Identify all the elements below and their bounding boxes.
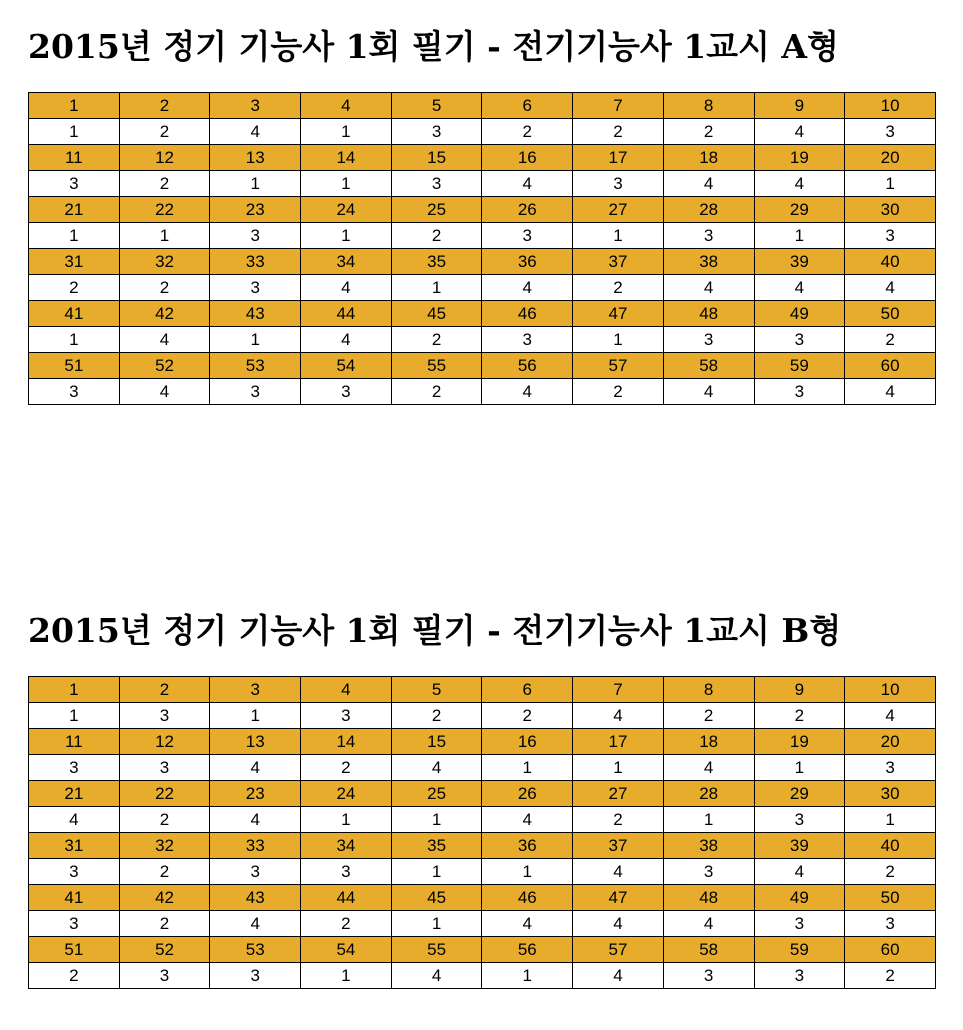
answer-row [29,859,936,885]
answer-cell: 1 [301,171,392,197]
answer-cell: 2 [301,911,392,937]
answer-cell: 4 [663,911,754,937]
answer-cell: 2 [119,911,210,937]
question-number-row [29,93,936,119]
answer-cell: 1 [210,327,301,353]
question-number-cell: 31 [29,249,120,275]
question-number-cell: 26 [482,197,573,223]
question-number-cell: 55 [391,937,482,963]
question-number-row [29,353,936,379]
question-number-cell: 5 [391,677,482,703]
answer-cell: 4 [210,119,301,145]
answer-cell: 2 [573,379,664,405]
question-number-cell: 55 [391,353,482,379]
answer-cell: 3 [119,963,210,989]
answer-cell: 4 [482,807,573,833]
answer-cell: 2 [391,703,482,729]
question-number-cell: 3 [210,93,301,119]
answer-cell: 4 [754,119,845,145]
question-number-cell: 4 [301,677,392,703]
answer-cell: 3 [29,379,120,405]
question-number-cell: 42 [119,301,210,327]
answer-cell: 1 [482,963,573,989]
answer-cell: 4 [845,703,936,729]
answer-cell: 4 [119,379,210,405]
question-number-cell: 10 [845,677,936,703]
question-number-cell: 24 [301,781,392,807]
answer-cell: 2 [663,703,754,729]
answer-cell: 1 [301,223,392,249]
answer-cell: 1 [301,963,392,989]
answer-row [29,171,936,197]
question-number-row [29,729,936,755]
answer-cell: 3 [210,275,301,301]
answer-cell: 3 [754,807,845,833]
question-number-cell: 16 [482,729,573,755]
question-number-cell: 34 [301,249,392,275]
answer-table [28,676,936,989]
answer-row [29,119,936,145]
answer-cell: 3 [210,223,301,249]
question-number-cell: 13 [210,729,301,755]
answer-row [29,963,936,989]
answer-cell: 2 [29,963,120,989]
answer-cell: 2 [301,755,392,781]
question-number-row [29,249,936,275]
question-number-cell: 27 [573,781,664,807]
question-number-row [29,885,936,911]
answer-cell: 1 [29,327,120,353]
section-title: 2015년 정기 기능사 1회 필기 - 전기기능사 1교시 A형 [28,27,839,66]
question-number-cell: 15 [391,145,482,171]
answer-cell: 3 [301,379,392,405]
answer-cell: 2 [754,703,845,729]
answer-cell: 1 [29,703,120,729]
question-number-cell: 49 [754,885,845,911]
answer-cell: 3 [845,223,936,249]
answer-cell: 3 [391,171,482,197]
answer-cell: 3 [29,755,120,781]
question-number-row [29,197,936,223]
question-number-cell: 14 [301,729,392,755]
answer-cell: 2 [391,327,482,353]
question-number-cell: 59 [754,353,845,379]
question-number-row [29,145,936,171]
answer-cell: 4 [663,379,754,405]
question-number-cell: 24 [301,197,392,223]
question-number-cell: 7 [573,93,664,119]
answer-cell: 3 [754,963,845,989]
answer-cell: 3 [573,171,664,197]
question-number-cell: 21 [29,781,120,807]
question-number-cell: 22 [119,781,210,807]
question-number-cell: 56 [482,937,573,963]
question-number-cell: 21 [29,197,120,223]
question-number-cell: 46 [482,885,573,911]
question-number-cell: 60 [845,937,936,963]
answer-cell: 4 [391,755,482,781]
answer-cell: 4 [573,859,664,885]
question-number-cell: 1 [29,93,120,119]
answer-cell: 1 [391,911,482,937]
question-number-row [29,301,936,327]
question-number-cell: 36 [482,833,573,859]
question-number-cell: 7 [573,677,664,703]
answer-cell: 1 [210,171,301,197]
question-number-cell: 19 [754,145,845,171]
answer-cell: 4 [754,171,845,197]
answer-cell: 3 [29,859,120,885]
answer-cell: 1 [29,119,120,145]
answer-cell: 1 [573,755,664,781]
question-number-cell: 48 [663,885,754,911]
answer-cell: 2 [119,807,210,833]
question-number-cell: 43 [210,301,301,327]
answer-cell: 2 [391,379,482,405]
answer-cell: 3 [29,911,120,937]
question-number-cell: 38 [663,833,754,859]
answer-cell: 4 [573,963,664,989]
answer-cell: 4 [210,807,301,833]
question-number-cell: 33 [210,833,301,859]
question-number-cell: 4 [301,93,392,119]
question-number-cell: 18 [663,729,754,755]
answer-row [29,327,936,353]
answer-cell: 4 [482,171,573,197]
section-title: 2015년 정기 기능사 1회 필기 - 전기기능사 1교시 B형 [28,611,842,650]
question-number-cell: 32 [119,249,210,275]
answer-cell: 1 [845,807,936,833]
answer-row [29,379,936,405]
question-number-cell: 52 [119,353,210,379]
answer-cell: 3 [301,859,392,885]
question-number-cell: 6 [482,93,573,119]
question-number-cell: 50 [845,301,936,327]
answer-cell: 2 [119,859,210,885]
answer-cell: 1 [845,171,936,197]
question-number-cell: 5 [391,93,482,119]
question-number-cell: 20 [845,145,936,171]
answer-row [29,223,936,249]
question-number-cell: 39 [754,833,845,859]
question-number-cell: 37 [573,833,664,859]
question-number-cell: 1 [29,677,120,703]
answer-cell: 3 [482,223,573,249]
answer-cell: 4 [210,911,301,937]
answer-cell: 4 [845,379,936,405]
question-number-cell: 14 [301,145,392,171]
answer-cell: 4 [663,171,754,197]
question-number-cell: 53 [210,937,301,963]
answer-cell: 2 [482,703,573,729]
answer-cell: 4 [573,911,664,937]
question-number-cell: 22 [119,197,210,223]
question-number-cell: 36 [482,249,573,275]
question-number-cell: 54 [301,353,392,379]
answer-row [29,703,936,729]
answer-cell: 4 [301,275,392,301]
question-number-cell: 39 [754,249,845,275]
question-number-cell: 12 [119,145,210,171]
question-number-cell: 41 [29,301,120,327]
question-number-cell: 10 [845,93,936,119]
answer-cell: 3 [301,703,392,729]
answer-cell: 1 [301,119,392,145]
answer-cell: 3 [845,911,936,937]
answer-cell: 2 [119,275,210,301]
question-number-cell: 28 [663,197,754,223]
answer-cell: 2 [482,119,573,145]
question-number-cell: 35 [391,833,482,859]
question-number-cell: 50 [845,885,936,911]
answer-cell: 1 [754,755,845,781]
question-number-cell: 12 [119,729,210,755]
answer-cell: 1 [391,275,482,301]
answer-cell: 3 [482,327,573,353]
question-number-cell: 17 [573,729,664,755]
answer-cell: 3 [663,859,754,885]
question-number-cell: 27 [573,197,664,223]
answer-cell: 3 [845,119,936,145]
question-number-cell: 2 [119,677,210,703]
question-number-cell: 15 [391,729,482,755]
question-number-cell: 26 [482,781,573,807]
question-number-cell: 56 [482,353,573,379]
answer-cell: 4 [482,379,573,405]
answer-cell: 1 [210,703,301,729]
answer-cell: 4 [663,755,754,781]
answer-cell: 4 [391,963,482,989]
question-number-cell: 29 [754,781,845,807]
question-number-cell: 19 [754,729,845,755]
question-number-cell: 51 [29,353,120,379]
answer-cell: 3 [210,859,301,885]
question-number-cell: 23 [210,197,301,223]
question-number-cell: 60 [845,353,936,379]
answer-key-section-b [28,606,936,985]
answer-cell: 1 [119,223,210,249]
answer-cell: 1 [29,223,120,249]
question-number-cell: 49 [754,301,845,327]
question-number-cell: 34 [301,833,392,859]
question-number-cell: 45 [391,885,482,911]
answer-cell: 2 [573,275,664,301]
answer-cell: 4 [754,859,845,885]
answer-cell: 3 [663,963,754,989]
answer-cell: 1 [391,807,482,833]
answer-cell: 3 [663,223,754,249]
question-number-cell: 8 [663,677,754,703]
answer-cell: 3 [119,755,210,781]
question-number-cell: 30 [845,197,936,223]
answer-cell: 4 [482,911,573,937]
answer-cell: 3 [119,703,210,729]
question-number-cell: 32 [119,833,210,859]
answer-cell: 2 [391,223,482,249]
answer-cell: 1 [573,327,664,353]
answer-cell: 2 [119,119,210,145]
answer-cell: 3 [29,171,120,197]
question-number-cell: 45 [391,301,482,327]
answer-cell: 1 [391,859,482,885]
question-number-cell: 6 [482,677,573,703]
answer-cell: 4 [301,327,392,353]
question-number-cell: 48 [663,301,754,327]
answer-row [29,275,936,301]
question-number-cell: 41 [29,885,120,911]
question-number-cell: 44 [301,301,392,327]
answer-cell: 2 [663,119,754,145]
answer-cell: 4 [754,275,845,301]
answer-cell: 1 [482,859,573,885]
answer-row [29,807,936,833]
answer-cell: 3 [754,379,845,405]
question-number-cell: 29 [754,197,845,223]
answer-cell: 4 [663,275,754,301]
question-number-cell: 54 [301,937,392,963]
answer-cell: 1 [663,807,754,833]
answer-cell: 3 [754,327,845,353]
question-number-cell: 9 [754,677,845,703]
question-number-cell: 42 [119,885,210,911]
question-number-cell: 57 [573,353,664,379]
question-number-cell: 40 [845,249,936,275]
question-number-cell: 23 [210,781,301,807]
answer-cell: 2 [29,275,120,301]
question-number-cell: 18 [663,145,754,171]
answer-row [29,755,936,781]
question-number-cell: 58 [663,937,754,963]
question-number-cell: 40 [845,833,936,859]
question-number-cell: 33 [210,249,301,275]
question-number-cell: 8 [663,93,754,119]
question-number-cell: 53 [210,353,301,379]
question-number-cell: 44 [301,885,392,911]
answer-cell: 2 [573,807,664,833]
question-number-cell: 51 [29,937,120,963]
answer-cell: 3 [754,911,845,937]
question-number-cell: 25 [391,781,482,807]
answer-cell: 2 [845,859,936,885]
question-number-cell: 35 [391,249,482,275]
answer-cell: 4 [573,703,664,729]
answer-cell: 3 [845,755,936,781]
answer-cell: 1 [754,223,845,249]
question-number-cell: 47 [573,885,664,911]
question-number-cell: 52 [119,937,210,963]
question-number-cell: 43 [210,885,301,911]
question-number-row [29,833,936,859]
answer-key-section-a [28,22,936,401]
answer-cell: 3 [663,327,754,353]
answer-cell: 3 [210,379,301,405]
answer-cell: 1 [482,755,573,781]
question-number-cell: 20 [845,729,936,755]
answer-cell: 1 [301,807,392,833]
answer-cell: 2 [573,119,664,145]
answer-cell: 4 [210,755,301,781]
question-number-cell: 31 [29,833,120,859]
question-number-cell: 47 [573,301,664,327]
question-number-cell: 11 [29,729,120,755]
answer-cell: 2 [119,171,210,197]
question-number-cell: 3 [210,677,301,703]
answer-cell: 3 [210,963,301,989]
answer-row [29,911,936,937]
question-number-cell: 25 [391,197,482,223]
answer-cell: 3 [391,119,482,145]
question-number-cell: 16 [482,145,573,171]
question-number-cell: 58 [663,353,754,379]
answer-cell: 4 [845,275,936,301]
question-number-row [29,781,936,807]
question-number-cell: 46 [482,301,573,327]
question-number-row [29,677,936,703]
question-number-cell: 2 [119,93,210,119]
answer-cell: 4 [29,807,120,833]
answer-cell: 1 [573,223,664,249]
question-number-cell: 30 [845,781,936,807]
question-number-cell: 28 [663,781,754,807]
question-number-cell: 57 [573,937,664,963]
question-number-cell: 38 [663,249,754,275]
answer-cell: 2 [845,327,936,353]
answer-cell: 2 [845,963,936,989]
answer-cell: 4 [482,275,573,301]
question-number-cell: 17 [573,145,664,171]
question-number-cell: 59 [754,937,845,963]
question-number-cell: 11 [29,145,120,171]
question-number-cell: 9 [754,93,845,119]
answer-table [28,92,936,405]
question-number-row [29,937,936,963]
question-number-cell: 37 [573,249,664,275]
answer-cell: 4 [119,327,210,353]
question-number-cell: 13 [210,145,301,171]
